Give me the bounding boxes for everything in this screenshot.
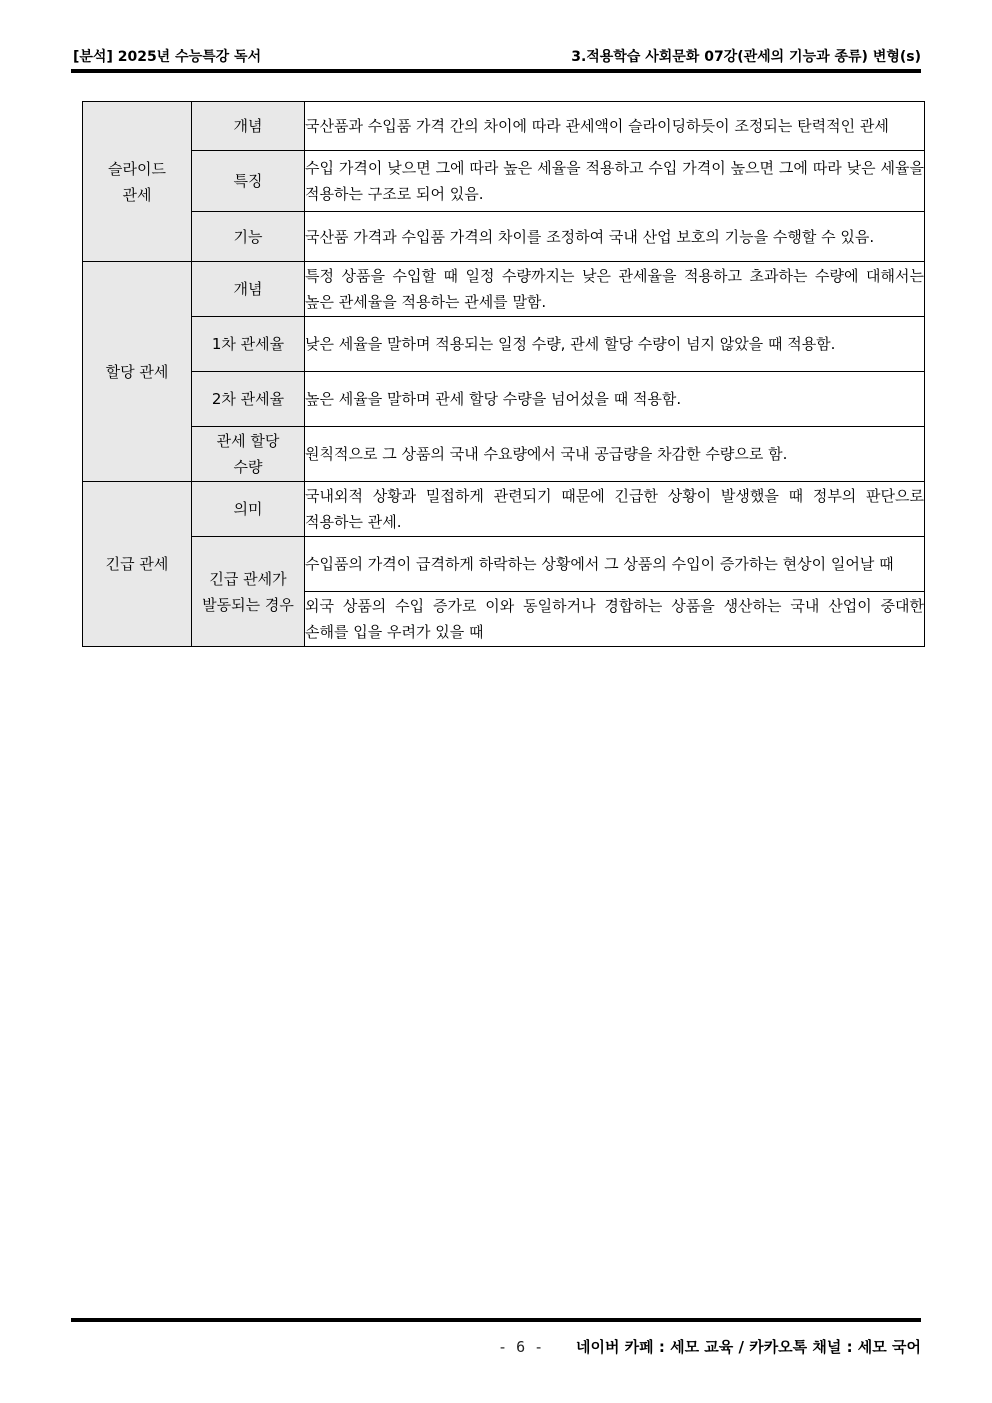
category-label: 슬라이드 관세 — [108, 159, 166, 204]
table-row — [83, 482, 925, 537]
description-cell: 낮은 세율을 말하며 적용되는 일정 수량, 관세 할당 수량이 넘지 않았을 때 적용함. — [305, 317, 925, 372]
table-row — [83, 151, 925, 212]
page-header — [71, 44, 921, 66]
subcategory-label: 관세 할당 수량 — [216, 432, 280, 476]
subcategory-cell: 개념 — [192, 102, 305, 151]
tariff-table — [82, 101, 925, 647]
subcategory-cell: 1차 관세율 — [192, 317, 305, 372]
table-row — [83, 427, 925, 482]
table-row — [83, 372, 925, 427]
header-subtitle: 3.적용학습 사회문화 07강(관세의 기능과 종류) 변형(s) — [571, 49, 921, 65]
header-title: [분석] 2025년 수능특강 독서 — [73, 49, 262, 65]
description-cell: 국내외적 상황과 밀접하게 관련되기 때문에 긴급한 상황이 발생했을 때 정부의 판단으로 적용하는 관세. — [305, 482, 925, 537]
category-cell: 할당 관세 — [83, 262, 192, 482]
subcategory-cell: 기능 — [192, 212, 305, 262]
page-footer — [498, 1336, 921, 1357]
description-cell: 특정 상품을 수입할 때 일정 수량까지는 낮은 관세율을 적용하고 초과하는 수량에 대해서는 높은 관세율을 적용하는 관세를 말함. — [305, 262, 925, 317]
footer-channel-info: 네이버 카페 : 세모 교육 / 카카오톡 채널 : 세모 국어 — [575, 1338, 921, 1356]
subcategory-cell: 2차 관세율 — [192, 372, 305, 427]
description-cell: 수입품의 가격이 급격하게 하락하는 상황에서 그 상품의 수입이 증가하는 현상이 일어날 때 — [305, 537, 925, 592]
category-cell: 긴급 관세 — [83, 482, 192, 647]
table-row — [83, 262, 925, 317]
table-row — [83, 537, 925, 592]
subcategory-cell: 개념 — [192, 262, 305, 317]
header-rule — [71, 69, 921, 73]
subcategory-cell — [192, 427, 305, 482]
description-cell: 국산품과 수입품 가격 간의 차이에 따라 관세액이 슬라이딩하듯이 조정되는 탄력적인 관세 — [305, 102, 925, 151]
category-cell — [83, 102, 192, 262]
subcategory-cell — [192, 537, 305, 647]
table-row — [83, 212, 925, 262]
subcategory-cell: 의미 — [192, 482, 305, 537]
page-number: - 6 - — [498, 1338, 544, 1356]
description-cell: 높은 세율을 말하며 관세 할당 수량을 넘어섰을 때 적용함. — [305, 372, 925, 427]
footer-rule — [71, 1318, 921, 1322]
table-row — [83, 102, 925, 151]
description-cell: 원칙적으로 그 상품의 국내 수요량에서 국내 공급량을 차감한 수량으로 함. — [305, 427, 925, 482]
table-row — [83, 317, 925, 372]
subcategory-label: 긴급 관세가 발동되는 경우 — [202, 569, 294, 614]
description-cell: 수입 가격이 낮으면 그에 따라 높은 세율을 적용하고 수입 가격이 높으면 그에 따라 낮은 세율을 적용하는 구조로 되어 있음. — [305, 151, 925, 212]
subcategory-cell: 특징 — [192, 151, 305, 212]
description-cell: 외국 상품의 수입 증가로 이와 동일하거나 경합하는 상품을 생산하는 국내 산업이 중대한 손해를 입을 우려가 있을 때 — [305, 592, 925, 647]
description-cell: 국산품 가격과 수입품 가격의 차이를 조정하여 국내 산업 보호의 기능을 수행할 수 있음. — [305, 212, 925, 262]
